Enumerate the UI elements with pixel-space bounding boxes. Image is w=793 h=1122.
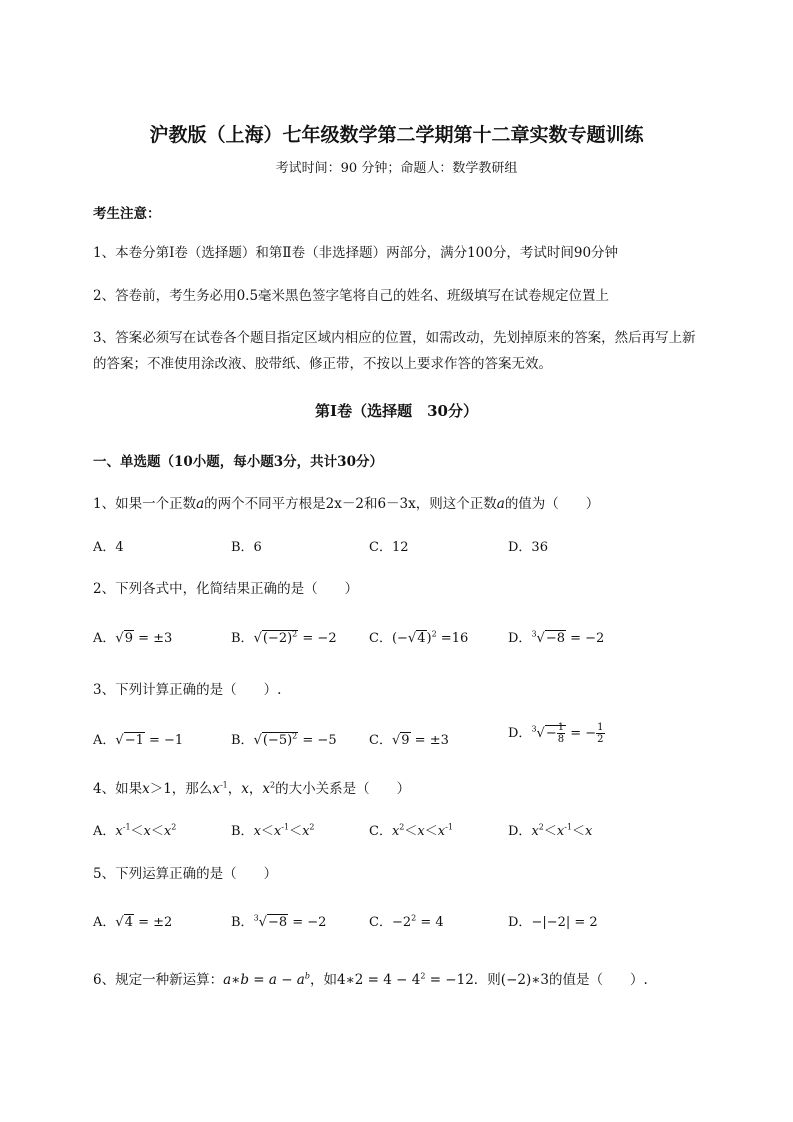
exam-info: 考试时间：90 分钟；命题人：数学教研组 bbox=[275, 161, 518, 176]
question-2-stem: 2、下列各式中，化简结果正确的是（ ） bbox=[93, 581, 359, 597]
q5-option-a: A．√4 = ±2 bbox=[93, 915, 173, 930]
q5-option-b: B．$^3$√−8 = −2 bbox=[231, 913, 327, 930]
q3-option-a: A．√−1 = −1 bbox=[93, 733, 184, 748]
q4-option-b: B．$x<x^{-1}<x^2$ bbox=[231, 822, 315, 839]
q2-option-a: A．√9 = ±3 bbox=[93, 631, 173, 646]
q5-option-c: C．$-2^2 = 4$ bbox=[369, 913, 444, 930]
q1-option-b: B．6 bbox=[231, 540, 262, 555]
part-heading: 一、单选题（10小题，每小题3分，共计30分） bbox=[93, 454, 383, 470]
q1-option-a: A．4 bbox=[93, 540, 124, 555]
page-title: 沪教版（上海）七年级数学第二学期第十二章实数专题训练 bbox=[149, 124, 644, 146]
notice-item-3-cont: 的答案；不准使用涂改液、胶带纸、修正带，不按以上要求作答的答案无效。 bbox=[93, 356, 552, 372]
q4-option-a: A．$x^{-1}<x<x^2$ bbox=[93, 822, 177, 839]
section-title: 第Ⅰ卷（选择题 30分） bbox=[315, 402, 478, 420]
question-6-stem: 6、规定一种新运算：a∗b = $a - a^b$，如4∗2 = $4 - 4^2 = -12$．则(−2)∗3的值是（ ）. bbox=[93, 971, 648, 988]
q5-option-d: D．−|−2| = 2 bbox=[508, 915, 598, 930]
q3-option-c: C．√9 = ±3 bbox=[369, 733, 449, 748]
q3-option-b: B．$√(-5)^2 = -5$ bbox=[231, 731, 337, 748]
q2-option-b: B．$√(-2)^2 = -2$ bbox=[231, 629, 337, 646]
q4-option-c: C．$x^2<x<x^{-1}$ bbox=[369, 822, 453, 839]
q3-option-d: D．$^3$√− $\frac{1}{8}$ = − $\frac{1}{2}$ bbox=[508, 722, 604, 745]
notice-item-2: 2、答卷前，考生务必用0.5毫米黑色签字笔将自己的姓名、班级填写在试卷规定位置上 bbox=[93, 288, 610, 304]
question-4-stem: 4、如果x＞1，那么$x^{-1}$，x，$x^2$的大小关系是（ ） bbox=[93, 780, 411, 797]
q2-option-c: C．$(-√4)^2 =16$ bbox=[369, 629, 469, 646]
notice-item-3: 3、答案必须写在试卷各个题目指定区域内相应的位置，如需改动，先划掉原来的答案，然后再写上新 bbox=[93, 330, 696, 346]
q4-option-d: D．$x^2<x^{-1}<x$ bbox=[508, 822, 593, 839]
question-3-stem: 3、下列计算正确的是（ ）. bbox=[93, 682, 282, 698]
notice-heading: 考生注意： bbox=[93, 206, 161, 222]
q2-option-d: D．$^3$√−8 = −2 bbox=[508, 629, 605, 646]
question-5-stem: 5、下列运算正确的是（ ） bbox=[93, 866, 278, 882]
question-1-stem: 1、如果一个正数a的两个不同平方根是2x－2和6－3x，则这个正数a的值为（ ） bbox=[93, 496, 600, 512]
notice-item-1: 1、本卷分第Ⅰ卷（选择题）和第Ⅱ卷（非选择题）两部分，满分100分，考试时间90分钟 bbox=[93, 245, 619, 261]
q1-option-d: D．36 bbox=[508, 540, 548, 555]
q1-option-c: C．12 bbox=[369, 540, 409, 555]
